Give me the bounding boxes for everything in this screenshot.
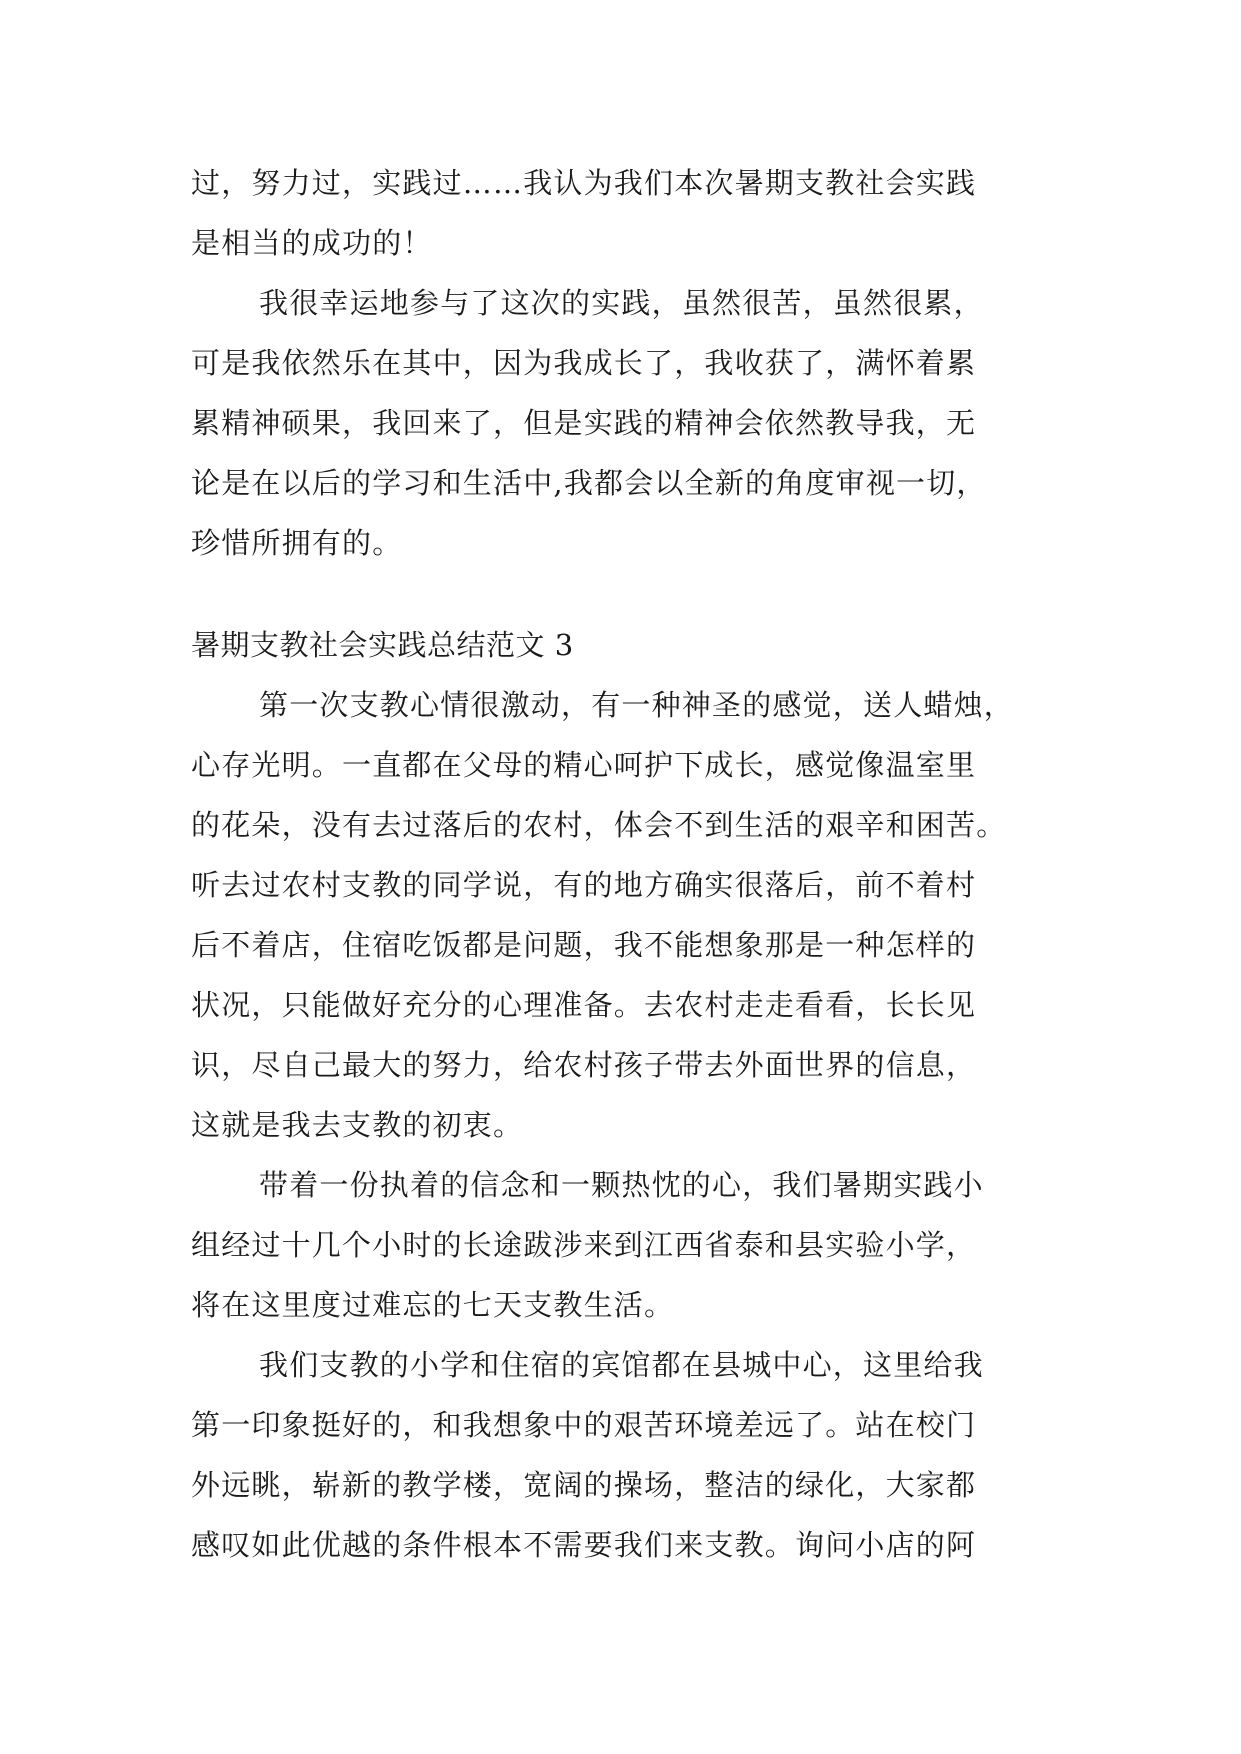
paragraph-start-line: 我很幸运地参与了这次的实践，虽然很苦，虽然很累， [259, 286, 984, 320]
text-line: 外远眺，崭新的教学楼，宽阔的操场，整洁的绿化，大家都 [191, 1468, 977, 1502]
text-line: 这就是我去支教的初衷。 [191, 1108, 524, 1142]
text-line: 第一印象挺好的，和我想象中的艰苦环境差远了。站在校门 [191, 1408, 977, 1442]
text-line: 过，努力过，实践过……我认为我们本次暑期支教社会实践 [191, 166, 977, 200]
text-line: 论是在以后的学习和生活中,我都会以全新的角度审视一切， [191, 466, 987, 500]
text-line: 心存光明。一直都在父母的精心呵护下成长，感觉像温室里 [191, 748, 977, 782]
text-line: 累精神硕果，我回来了，但是实践的精神会依然教导我，无 [191, 406, 977, 440]
paragraph-start-line: 第一次支教心情很激动，有一种神圣的感觉，送人蜡烛， [259, 688, 1015, 722]
text-line: 后不着店，住宿吃饭都是问题，我不能想象那是一种怎样的 [191, 928, 977, 962]
text-line: 的花朵，没有去过落后的农村，体会不到生活的艰辛和困苦。 [191, 808, 1007, 842]
text-line: 听去过农村支教的同学说，有的地方确实很落后，前不着村 [191, 868, 977, 902]
text-line: 可是我依然乐在其中，因为我成长了，我收获了，满怀着累 [191, 346, 977, 380]
text-line: 将在这里度过难忘的七天支教生活。 [191, 1288, 675, 1322]
text-line: 识，尽自己最大的努力，给农村孩子带去外面世界的信息， [191, 1048, 977, 1082]
text-line: 是相当的成功的！ [191, 226, 433, 260]
text-line: 感叹如此优越的条件根本不需要我们来支教。询问小店的阿 [191, 1528, 977, 1562]
paragraph-start-line: 带着一份执着的信念和一颗热忱的心，我们暑期实践小 [259, 1168, 984, 1202]
paragraph-start-line: 我们支教的小学和住宿的宾馆都在县城中心，这里给我 [259, 1348, 984, 1382]
section-heading: 暑期支教社会实践总结范文 3 [191, 628, 574, 662]
text-line: 组经过十几个小时的长途跋涉来到江西省泰和县实验小学， [191, 1228, 977, 1262]
text-line: 珍惜所拥有的。 [191, 526, 403, 560]
text-line: 状况，只能做好充分的心理准备。去农村走走看看，长长见 [191, 988, 977, 1022]
